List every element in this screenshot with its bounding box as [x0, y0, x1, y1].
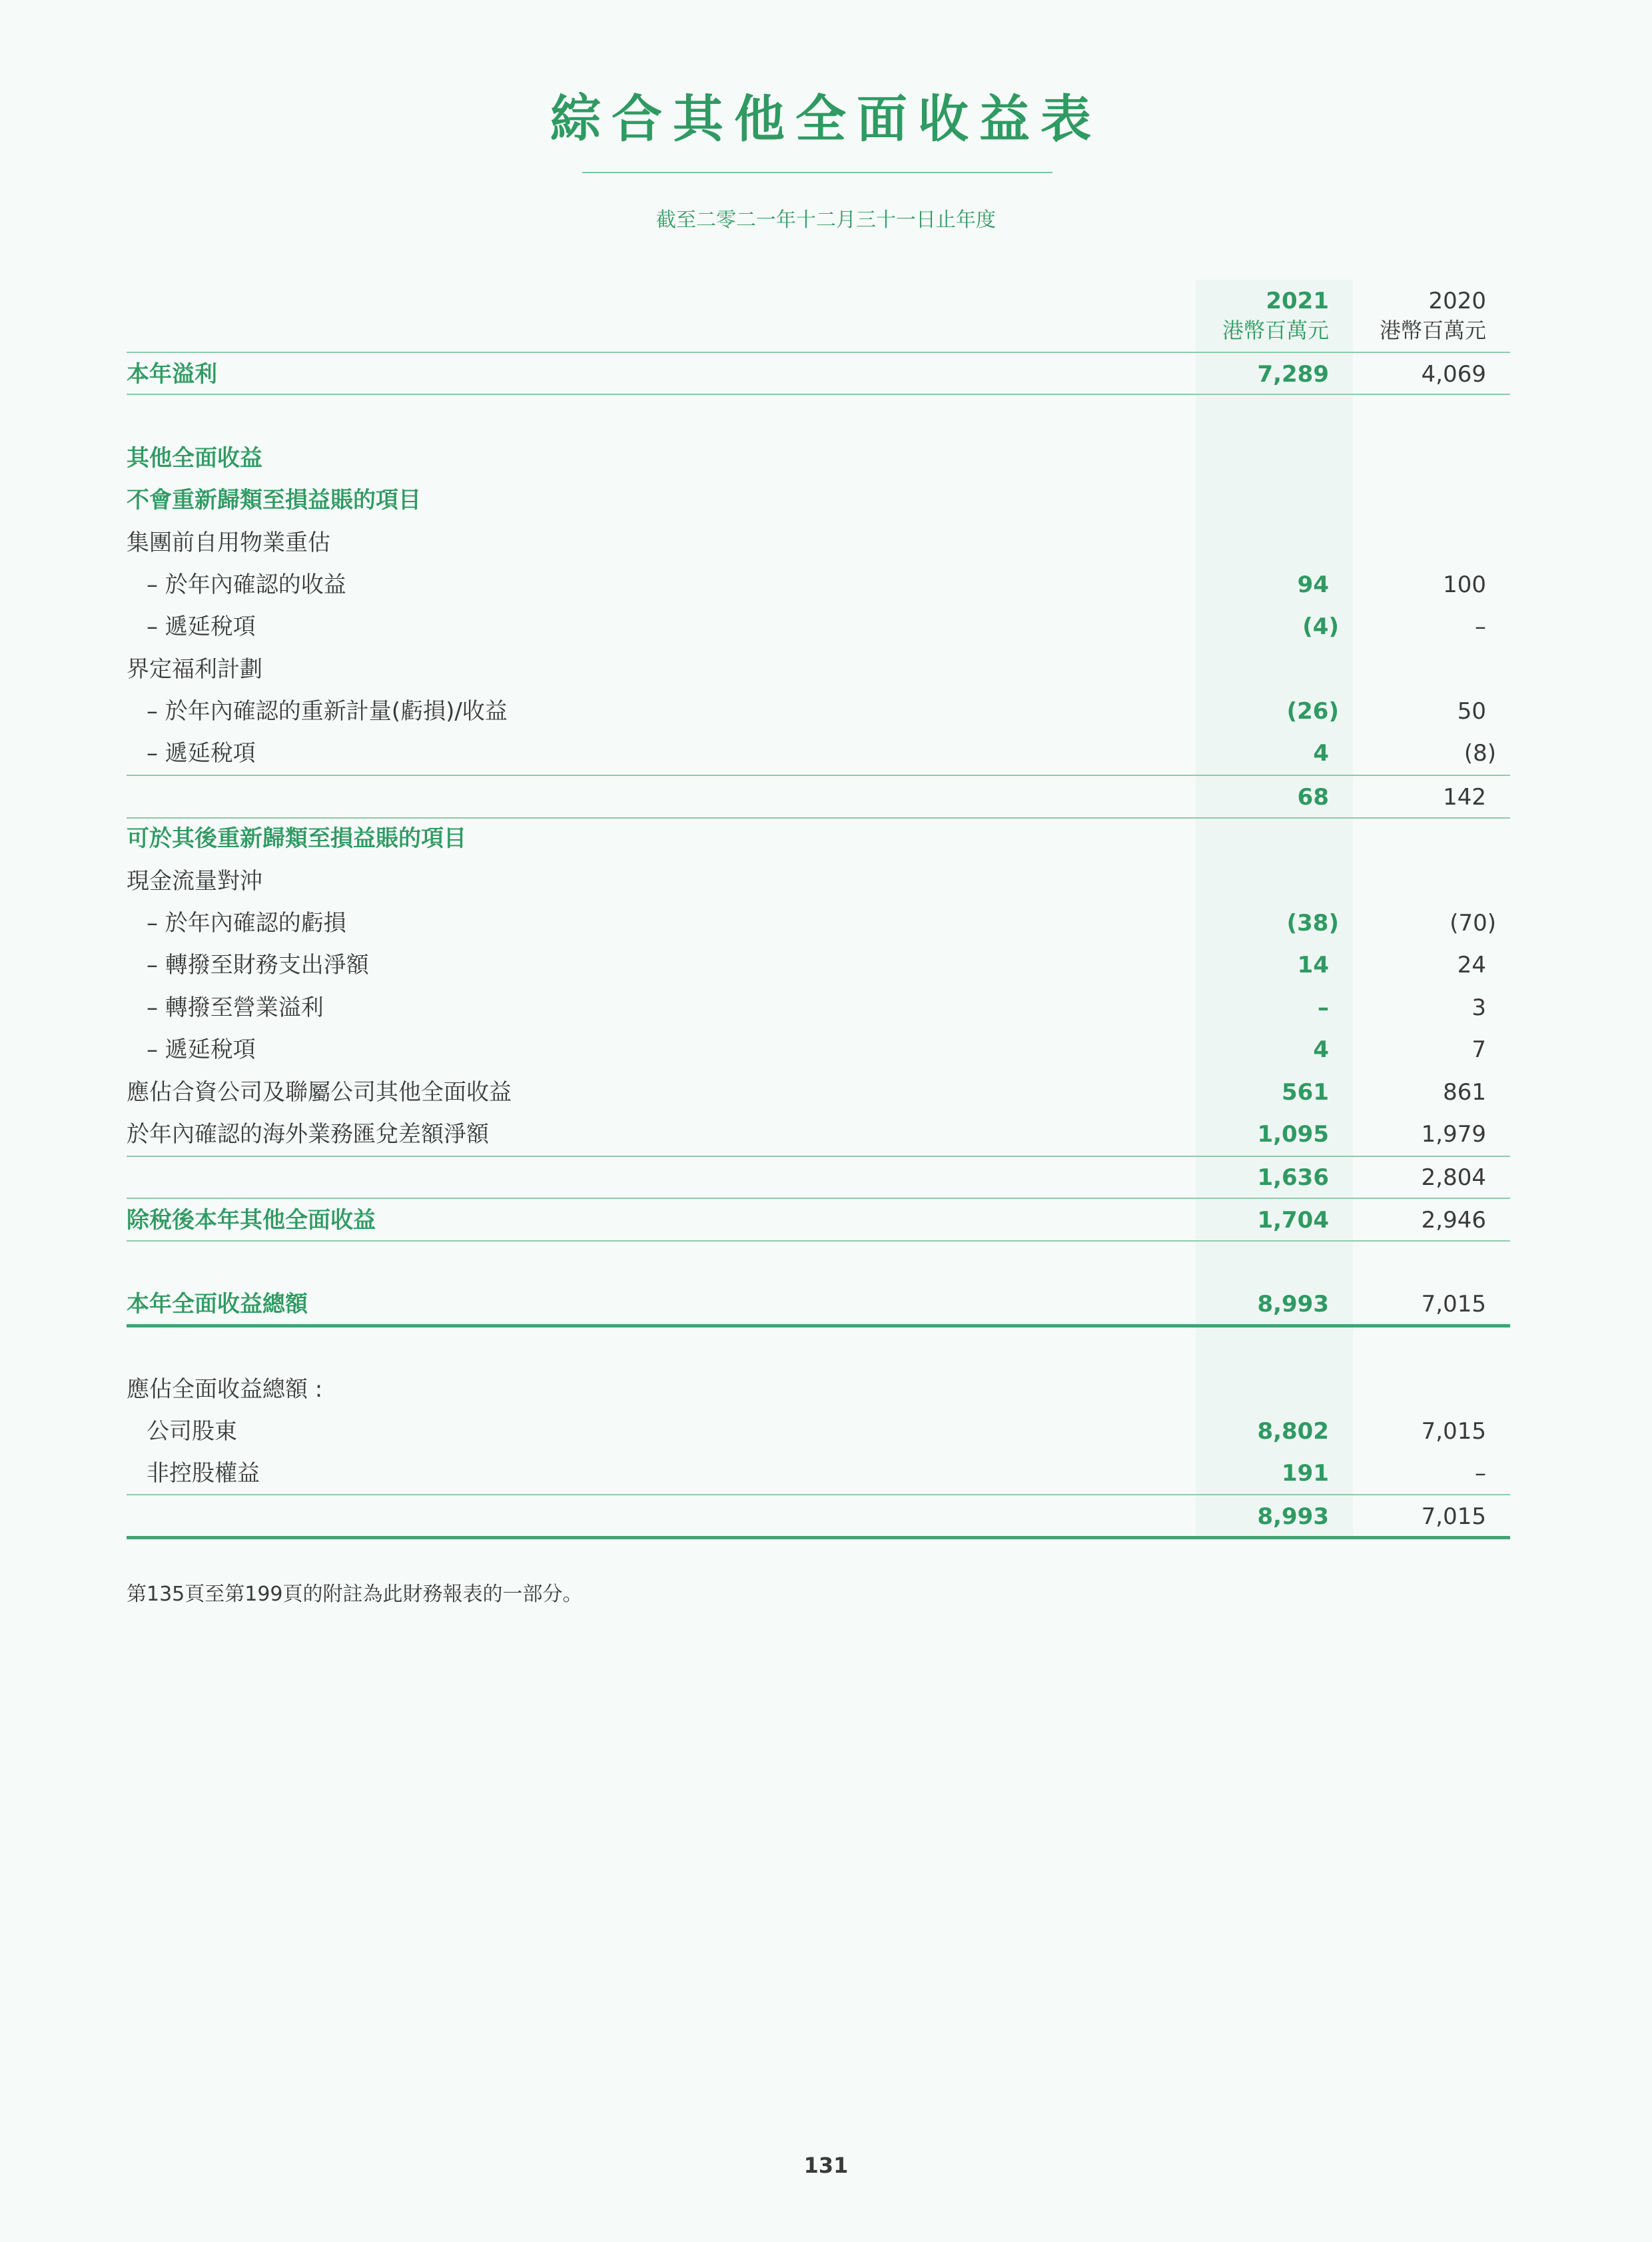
row-label: – 轉撥至營業溢利 — [147, 994, 324, 1021]
title-underline — [582, 172, 1052, 173]
row-label: – 於年內確認的重新計量(虧損)/收益 — [147, 698, 508, 725]
value-2021: 1,704 — [1257, 1207, 1329, 1234]
value-2021: 191 — [1282, 1460, 1329, 1487]
row-label: 於年內確認的海外業務匯兌差額淨額 — [127, 1121, 489, 1148]
row-label: 除稅後本年其他全面收益 — [127, 1207, 376, 1234]
table-row — [127, 903, 1510, 944]
value-2020: 7 — [1471, 1036, 1486, 1063]
period-subtitle: 截至二零二一年十二月三十一日止年度 — [656, 208, 996, 232]
table-row — [127, 354, 1510, 395]
table-row — [127, 1453, 1510, 1494]
table-row — [127, 1029, 1510, 1070]
page-number: 131 — [803, 2153, 849, 2178]
column-header-2021 — [1196, 286, 1329, 345]
table-row — [127, 480, 1510, 521]
value-2020: 861 — [1443, 1079, 1486, 1106]
row-label: 集團前自用物業重估 — [127, 530, 330, 556]
total-rule — [127, 1536, 1510, 1539]
row-rule — [127, 1156, 1510, 1157]
table-row — [127, 1114, 1510, 1155]
value-2020: 1,979 — [1421, 1121, 1486, 1148]
value-2021: (26) — [1286, 698, 1339, 725]
value-2020: 142 — [1443, 784, 1486, 811]
value-2020: 3 — [1471, 994, 1486, 1021]
value-2021: 94 — [1297, 571, 1329, 598]
table-row — [127, 1369, 1510, 1410]
column-unit-2020: 港幣百萬元 — [1379, 318, 1486, 343]
row-label: – 轉撥至財務支出淨額 — [147, 952, 369, 978]
value-2021: 4 — [1313, 740, 1329, 767]
column-year-2021: 2021 — [1266, 288, 1329, 314]
value-2021: 8,993 — [1257, 1503, 1329, 1530]
column-unit-2021: 港幣百萬元 — [1222, 318, 1329, 343]
header-rule — [127, 352, 1510, 353]
value-2020: 2,946 — [1421, 1207, 1486, 1234]
value-2021: (38) — [1286, 910, 1339, 936]
column-header-2020 — [1353, 286, 1486, 345]
table-row — [127, 1411, 1510, 1452]
value-2021: 8,802 — [1257, 1418, 1329, 1445]
section-subheading: 可於其後重新歸類至損益賬的項目 — [127, 825, 466, 852]
value-2021: 68 — [1297, 784, 1329, 811]
value-2020: 7,015 — [1421, 1418, 1486, 1445]
row-label: 公司股東 — [147, 1418, 237, 1445]
value-2020: (70) — [1449, 910, 1496, 936]
row-label: 非控股權益 — [147, 1460, 260, 1487]
row-label: – 遞延稅項 — [147, 1036, 256, 1063]
value-2020: – — [1475, 613, 1486, 640]
table-row-subtotal — [127, 1157, 1510, 1198]
table-row — [127, 564, 1510, 605]
value-2021: 7,289 — [1257, 361, 1329, 388]
table-row — [127, 861, 1510, 902]
table-row — [127, 818, 1510, 859]
table-row-total — [127, 1496, 1510, 1537]
table-row — [127, 691, 1510, 732]
row-rule — [127, 817, 1510, 819]
value-2020: 100 — [1443, 571, 1486, 598]
value-2020: 7,015 — [1421, 1291, 1486, 1317]
value-2020: (8) — [1463, 740, 1496, 767]
value-2021: 4 — [1313, 1036, 1329, 1063]
row-label: 界定福利計劃 — [127, 656, 262, 683]
row-rule — [127, 1494, 1510, 1495]
table-row — [127, 522, 1510, 563]
table-row — [127, 733, 1510, 774]
row-label: – 於年內確認的收益 — [147, 571, 346, 598]
total-rule — [127, 1324, 1510, 1327]
section-subheading: 不會重新歸類至損益賬的項目 — [127, 487, 421, 514]
value-2021: – — [1318, 994, 1329, 1021]
value-2021: 561 — [1282, 1079, 1329, 1106]
row-rule — [127, 775, 1510, 776]
value-2021: 1,095 — [1257, 1121, 1329, 1148]
table-row — [127, 438, 1510, 479]
column-year-2020: 2020 — [1428, 288, 1486, 314]
row-label: 本年溢利 — [127, 361, 217, 388]
row-label: 應佔合資公司及聯屬公司其他全面收益 — [127, 1079, 512, 1106]
value-2020: 50 — [1457, 698, 1486, 725]
value-2020: 4,069 — [1421, 361, 1486, 388]
row-label: 本年全面收益總額 — [127, 1291, 308, 1317]
row-rule — [127, 1240, 1510, 1242]
value-2020: 2,804 — [1421, 1164, 1486, 1191]
value-2020: 24 — [1457, 952, 1486, 978]
row-label: – 於年內確認的虧損 — [147, 910, 346, 936]
table-row — [127, 606, 1510, 647]
value-2021: 1,636 — [1257, 1164, 1329, 1191]
table-row — [127, 649, 1510, 690]
row-label: – 遞延稅項 — [147, 613, 256, 640]
page-title: 綜合其他全面收益表 — [550, 89, 1102, 149]
row-label: – 遞延稅項 — [147, 740, 256, 767]
row-rule — [127, 394, 1510, 395]
row-rule — [127, 1198, 1510, 1199]
row-label: 應佔全面收益總額 : — [127, 1376, 323, 1403]
value-2020: 7,015 — [1421, 1503, 1486, 1530]
table-row-total — [127, 1284, 1510, 1325]
value-2020: – — [1475, 1460, 1486, 1487]
table-row — [127, 987, 1510, 1028]
value-2021: 14 — [1297, 952, 1329, 978]
section-heading: 其他全面收益 — [127, 445, 262, 472]
row-label: 現金流量對沖 — [127, 868, 262, 895]
value-2021: (4) — [1302, 613, 1339, 640]
table-row — [127, 944, 1510, 986]
table-row — [127, 1072, 1510, 1113]
value-2021: 8,993 — [1257, 1291, 1329, 1317]
table-row-subtotal — [127, 777, 1510, 818]
table-row — [127, 1200, 1510, 1241]
footnote: 第135頁至第199頁的附註為此財務報表的一部分。 — [127, 1583, 583, 1606]
